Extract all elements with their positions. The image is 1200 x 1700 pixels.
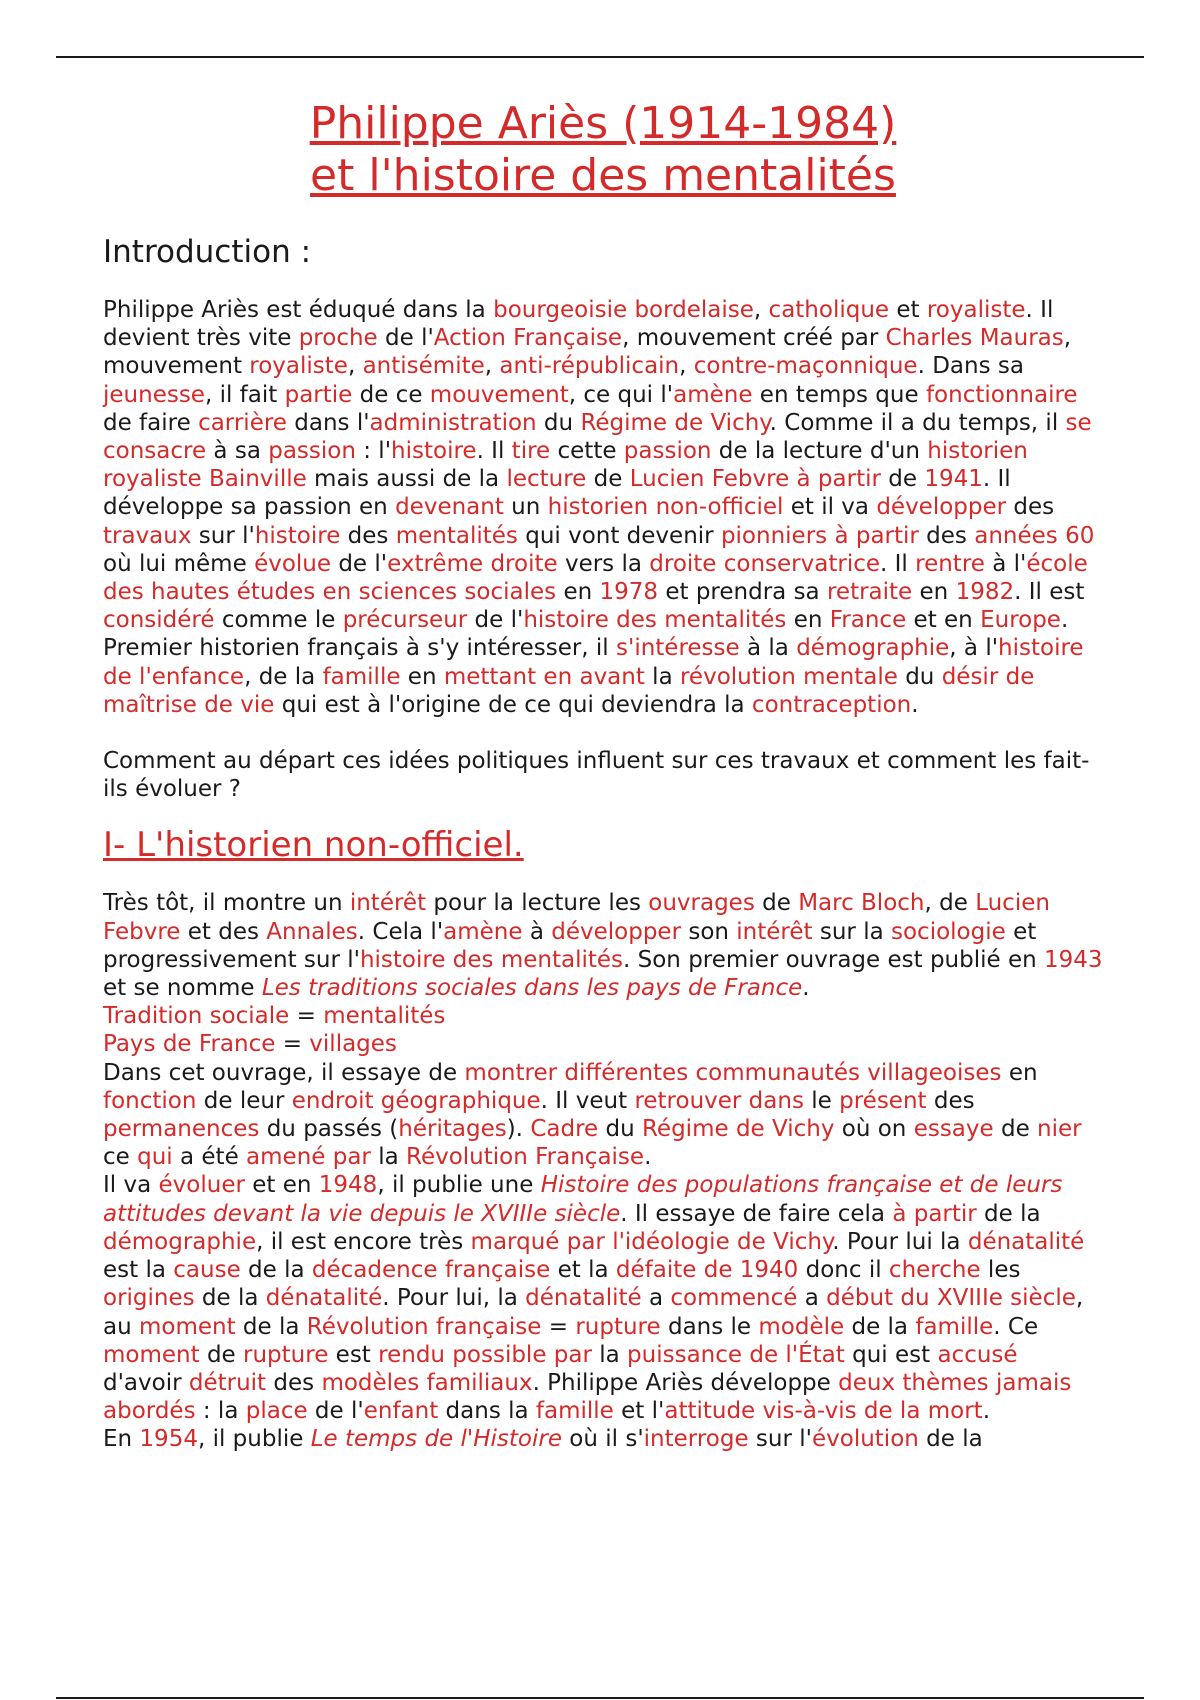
text-run: sur la [812, 918, 891, 945]
text-run: de la [844, 1313, 916, 1340]
highlighted-term: héritages [398, 1116, 507, 1143]
text-run: , [679, 353, 694, 380]
highlighted-term: intérêt [349, 890, 427, 917]
text-run: ce [103, 1144, 138, 1171]
highlighted-term: droite conservatrice [649, 550, 881, 577]
text-run: de l' [377, 325, 434, 352]
text-run: a [641, 1285, 671, 1312]
text-run: de l' [331, 550, 388, 577]
equation-tradition [103, 1002, 1103, 1030]
text-run: sur l' [748, 1426, 812, 1453]
highlighted-term: partie [284, 381, 353, 408]
text-run: est la [103, 1257, 174, 1284]
text-run: de [754, 890, 799, 917]
text-run: de la [235, 1313, 307, 1340]
title-line-2: et l'histoire des mentalités [310, 150, 896, 201]
highlighted-term: détruit [188, 1369, 267, 1396]
text-run: de la [240, 1257, 312, 1284]
text-run: des [926, 1087, 975, 1114]
text-run: et progressivement sur l' [103, 918, 1037, 973]
highlighted-term: passion [268, 438, 356, 465]
highlighted-term: s'intéresse [616, 635, 740, 662]
equation-pays [103, 1030, 1103, 1058]
text-run: a été [172, 1144, 247, 1171]
text-run: qui est [844, 1341, 938, 1368]
highlighted-term: administration [369, 409, 537, 436]
highlighted-term: mentalités [323, 1003, 446, 1030]
highlighted-term: tire [511, 438, 551, 465]
highlighted-term: endroit géographique [291, 1087, 541, 1114]
text-run: dans l' [286, 409, 370, 436]
text-run: où lui même [103, 550, 255, 577]
highlighted-term: amené par [246, 1144, 371, 1171]
text-run: en [556, 579, 600, 606]
text-run: de la [194, 1285, 266, 1312]
text-run: Il devient très vite [103, 297, 1054, 352]
text-run: : l' [355, 438, 392, 465]
text-run: . Ce [993, 1313, 1039, 1340]
text-run: . Pour lui, la [382, 1285, 526, 1312]
text-run: En [103, 1426, 140, 1453]
text-run: = [275, 1031, 310, 1058]
text-run: , il fait [204, 381, 285, 408]
highlighted-term: catholique [768, 297, 890, 323]
highlighted-term: Lucien Febvre à partir [629, 466, 881, 493]
highlighted-term: considéré [103, 607, 215, 634]
highlighted-term: rupture [243, 1341, 329, 1368]
text-run: qui est à l'origine de ce qui deviendra la [274, 691, 752, 718]
highlighted-term: modèles familiaux [321, 1369, 533, 1396]
text-run: à [522, 918, 552, 945]
highlighted-term: cherche [888, 1257, 981, 1284]
highlighted-term: début du XVIIIe siècle [826, 1285, 1076, 1312]
highlighted-term: amène [443, 918, 523, 945]
text-run: à l' [984, 550, 1027, 577]
title-line-1: Philippe Ariès (1914-1984) [309, 98, 897, 149]
highlighted-term: Lucien Febvre [103, 890, 1050, 945]
text-run: son [681, 918, 737, 945]
highlighted-term: mentalités [395, 522, 518, 549]
highlighted-term: France [829, 607, 907, 634]
text-run: du [897, 663, 942, 690]
highlighted-term: retraite [826, 579, 913, 606]
text-run: un [503, 494, 548, 521]
highlighted-term: évolue [254, 550, 332, 577]
text-run: . Il essaye de faire cela [620, 1200, 893, 1227]
highlighted-term: royaliste [249, 353, 348, 380]
highlighted-term: Révolution française [306, 1313, 542, 1340]
highlighted-term: antisémite [362, 353, 485, 380]
text-run: de leur [196, 1087, 292, 1114]
text-run: , [753, 297, 769, 323]
intro-heading: Introduction : [103, 234, 312, 270]
highlighted-term: dénatalité [265, 1285, 383, 1312]
highlighted-term: 1978 [599, 579, 659, 606]
highlighted-term: années 60 [974, 522, 1095, 549]
text-run: de la lecture d'un [711, 438, 928, 465]
highlighted-term: anti-républicain [499, 353, 680, 380]
highlighted-term: mouvement [429, 381, 569, 408]
highlighted-term: royaliste [926, 297, 1026, 323]
highlighted-term: deux thèmes jamais abordés [103, 1369, 1072, 1425]
text-run: , il est encore très [256, 1228, 471, 1255]
document-title [103, 98, 1103, 202]
text-run: = [541, 1313, 576, 1340]
text-run: de la [918, 1426, 983, 1453]
highlighted-term: origines [103, 1285, 195, 1312]
highlighted-term: sociologie [891, 918, 1006, 945]
highlighted-term: moment [138, 1313, 236, 1340]
text-run: pour la lecture les [426, 890, 649, 917]
highlighted-term: à partir [892, 1200, 977, 1227]
text-run: , mouvement [103, 325, 1072, 380]
highlighted-term: attitude vis-à-vis de la mort [664, 1398, 983, 1425]
text-run: et des [180, 918, 267, 945]
text-run: des [340, 522, 396, 549]
text-run: où il s' [561, 1426, 644, 1453]
highlighted-term: révolution mentale [679, 663, 898, 690]
text-run: , de la [244, 663, 323, 690]
text-run: le [803, 1087, 840, 1114]
highlighted-term: lecture [506, 466, 587, 493]
text-run: en [400, 663, 444, 690]
highlighted-term: cause [173, 1257, 241, 1284]
highlighted-term: historien royaliste Bainville [103, 438, 1028, 493]
text-run: . [917, 353, 925, 380]
text-run: comme le [214, 607, 343, 634]
text-run: . Premier historien français à s'y intéresser, il [103, 607, 1069, 662]
highlighted-term: villages [309, 1031, 397, 1058]
highlighted-term: retrouver dans [634, 1087, 804, 1114]
highlighted-term: Europe [980, 607, 1061, 634]
highlighted-term: Marc Bloch [798, 890, 925, 917]
highlighted-term: Charles Mauras [885, 325, 1064, 352]
text-run: : la [195, 1398, 246, 1425]
section-1-title: I- L'historien non-officiel. [103, 825, 524, 866]
text-run: la [644, 663, 680, 690]
highlighted-term: contre-maçonnique [693, 353, 918, 380]
text-run: dans la [438, 1398, 536, 1425]
highlighted-term: contraception [751, 691, 912, 718]
highlighted-term: démographie [796, 635, 950, 662]
highlighted-term: école des hautes études en sciences sociales [103, 550, 1088, 606]
text-run: la [370, 1144, 406, 1171]
text-run: ). [506, 1116, 531, 1143]
book-title: Les traditions sociales dans les pays de France [261, 975, 803, 1002]
document-page [103, 98, 1103, 1454]
highlighted-term: enfant [363, 1398, 439, 1425]
highlighted-term: évolution [811, 1426, 919, 1453]
highlighted-term: historien non-officiel [547, 494, 784, 521]
text-run: et [889, 297, 927, 323]
highlighted-term: 1948 [318, 1172, 378, 1199]
highlighted-term: 1954 [139, 1426, 198, 1453]
highlighted-term: Tradition sociale [103, 1003, 290, 1030]
text-run: . Son premier ouvrage est publié en [623, 946, 1045, 973]
highlighted-term: mettant en avant [443, 663, 645, 690]
text-run: de [880, 466, 925, 493]
text-run: du [598, 1116, 642, 1143]
highlighted-term: pionniers à partir [720, 522, 919, 549]
highlighted-term: ouvrages [648, 890, 755, 917]
text-run: de faire [103, 409, 199, 436]
highlighted-term: marqué par l'idéologie de Vichy [470, 1228, 833, 1255]
text-run: . [911, 691, 919, 718]
text-run: et se nomme [103, 975, 262, 1002]
highlighted-term: histoire des mentalités [523, 607, 787, 634]
text-run: à la [739, 635, 797, 662]
text-run: . Cela l' [357, 918, 444, 945]
text-run: de l' [467, 607, 524, 634]
highlighted-term: extrême droite [387, 550, 558, 577]
highlighted-term: jeunesse [103, 381, 205, 408]
highlighted-term: démographie [103, 1228, 257, 1255]
top-rule [56, 56, 1144, 58]
text-run: de l' [307, 1398, 364, 1425]
highlighted-term: bourgeoisie bordelaise [493, 297, 754, 323]
highlighted-term: devenant [395, 494, 504, 521]
highlighted-term: essaye [913, 1116, 994, 1143]
highlighted-term: rentre [915, 550, 985, 577]
text-run: = [289, 1003, 324, 1030]
text-run: , mouvement créé par [622, 325, 886, 352]
text-run: et prendra sa [658, 579, 827, 606]
text-run: la [591, 1341, 628, 1368]
text-run: , [347, 353, 363, 380]
text-run: en [786, 607, 830, 634]
text-run: en [912, 579, 956, 606]
highlighted-term: qui [137, 1144, 173, 1171]
problem-question: Comment au départ ces idées politiques influent sur ces travaux et comment les fait-ils évoluer ? [103, 748, 1090, 803]
highlighted-term: Annales [266, 918, 358, 945]
section-1-paragraph-3 [103, 1171, 1103, 1425]
highlighted-term: famille [915, 1313, 994, 1340]
highlighted-term: amène [673, 381, 753, 408]
text-run: , ce qui l' [568, 381, 674, 408]
text-run: Très tôt, il montre un [103, 890, 350, 917]
text-run: dans le [660, 1313, 759, 1340]
highlighted-term: place [245, 1398, 308, 1425]
highlighted-term: famille [535, 1398, 614, 1425]
highlighted-term: passion [623, 438, 712, 465]
highlighted-term: 1943 [1044, 946, 1103, 973]
text-run: de [586, 466, 630, 493]
text-run: de ce [352, 381, 430, 408]
section-1-paragraph-4 [103, 1425, 1103, 1453]
text-run: et il va [783, 494, 877, 521]
text-run: , à l' [949, 635, 999, 662]
text-run: Dans sa [924, 353, 1024, 380]
highlighted-term: dénatalité [525, 1285, 642, 1312]
text-run: . Comme il a du temps, il [769, 409, 1066, 436]
highlighted-term: présent [839, 1087, 927, 1114]
text-run: . Philippe Ariès développe [532, 1369, 839, 1396]
highlighted-term: accusé [937, 1341, 1018, 1368]
book-title: Histoire des populations française et de leurs attitudes devant la vie depuis le XVIIIe siècle [103, 1172, 1063, 1227]
text-run: . Il [476, 438, 512, 465]
text-run: , [484, 353, 500, 380]
text-run: et en [244, 1172, 319, 1199]
text-run: . [982, 1398, 990, 1425]
highlighted-term: moment [103, 1341, 200, 1368]
text-run: et l' [613, 1398, 665, 1425]
text-run: . [1025, 297, 1033, 323]
text-run: sur l' [191, 522, 255, 549]
text-run: du passés ( [259, 1116, 399, 1143]
highlighted-term: intérêt [736, 918, 813, 945]
text-run: est [328, 1341, 379, 1368]
highlighted-term: histoire de l'enfance [103, 635, 1084, 690]
text-run: . Il est [1014, 579, 1085, 606]
text-run: cette [550, 438, 624, 465]
section-1-paragraph-2 [103, 1059, 1103, 1172]
text-run: donc il [798, 1257, 889, 1284]
text-run: des [1006, 494, 1055, 521]
text-run: où on [834, 1116, 914, 1143]
text-run: et en [906, 607, 981, 634]
text-run: des [918, 522, 975, 549]
text-run: de la [976, 1200, 1041, 1227]
text-run: . [802, 975, 810, 1002]
highlighted-term: fonction [103, 1087, 197, 1114]
bottom-rule [56, 1697, 1144, 1699]
highlighted-term: se consacre [103, 409, 1092, 465]
intro-paragraph [103, 296, 1103, 719]
text-run: en temps que [752, 381, 926, 408]
text-run: de [993, 1116, 1038, 1143]
highlighted-term: développer [876, 494, 1007, 521]
highlighted-term: Cadre [530, 1116, 599, 1143]
text-run: Philippe Ariès est éduqué dans la [103, 297, 494, 323]
text-run: , il publie [197, 1426, 311, 1453]
highlighted-term: nier [1037, 1116, 1082, 1143]
text-run: vers la [557, 550, 650, 577]
highlighted-term: commencé [670, 1285, 798, 1312]
text-run: . [644, 1144, 652, 1171]
highlighted-term: 1941 [924, 466, 983, 493]
section-1-paragraph-1 [103, 889, 1103, 1002]
highlighted-term: permanences [103, 1116, 260, 1143]
highlighted-term: fonctionnaire [925, 381, 1078, 408]
book-title: Le temps de l'Histoire [310, 1426, 562, 1453]
text-run: de [199, 1341, 244, 1368]
highlighted-term: modèle [758, 1313, 845, 1340]
highlighted-term: histoire des mentalités [359, 946, 624, 973]
text-run: à sa [206, 438, 269, 465]
highlighted-term: 1982 [955, 579, 1015, 606]
highlighted-term: évoluer [158, 1172, 245, 1199]
highlighted-term: désir de maîtrise de vie [103, 663, 1035, 718]
text-run: , il publie une [377, 1172, 541, 1199]
text-run: qui vont devenir [517, 522, 721, 549]
highlighted-term: Régime de Vichy [641, 1116, 835, 1143]
highlighted-term: histoire [254, 522, 341, 549]
highlighted-term: interroge [643, 1426, 749, 1453]
highlighted-term: dénatalité [967, 1228, 1085, 1255]
highlighted-term: Régime de Vichy [580, 409, 770, 436]
highlighted-term: puissance de l'État [627, 1341, 845, 1368]
highlighted-term: histoire [391, 438, 477, 465]
text-run: a [797, 1285, 827, 1312]
text-run: . Il [880, 550, 916, 577]
text-run: en [1001, 1059, 1038, 1086]
text-run: Il va [103, 1172, 159, 1199]
text-run: mais aussi de la [306, 466, 507, 493]
text-run: . Pour lui la [832, 1228, 968, 1255]
text-run: et la [550, 1257, 616, 1284]
text-run: Dans cet ouvrage, il essaye de [103, 1059, 465, 1086]
text-run: les [980, 1257, 1021, 1284]
highlighted-term: rupture [575, 1313, 661, 1340]
highlighted-term: carrière [198, 409, 287, 436]
text-run: . Il veut [540, 1087, 635, 1114]
highlighted-term: Pays de France [103, 1031, 276, 1058]
highlighted-term: proche [298, 325, 378, 352]
highlighted-term: Révolution Française [406, 1144, 645, 1171]
highlighted-term: précurseur [342, 607, 468, 634]
text-run: , au [103, 1285, 1084, 1340]
highlighted-term: défaite de 1940 [615, 1257, 799, 1284]
text-run: . Il développe sa passion en [103, 466, 1011, 521]
text-run: du [536, 409, 581, 436]
highlighted-term: travaux [103, 522, 192, 549]
text-run: d'avoir [103, 1369, 189, 1396]
text-run: des [266, 1369, 322, 1396]
highlighted-term: rendu possible par [378, 1341, 592, 1368]
highlighted-term: décadence française [311, 1257, 551, 1284]
highlighted-term: Action Française [433, 325, 623, 352]
highlighted-term: famille [322, 663, 401, 690]
highlighted-term: montrer différentes communautés villageoises [464, 1059, 1002, 1086]
text-run: , de [924, 890, 976, 917]
highlighted-term: développer [551, 918, 682, 945]
